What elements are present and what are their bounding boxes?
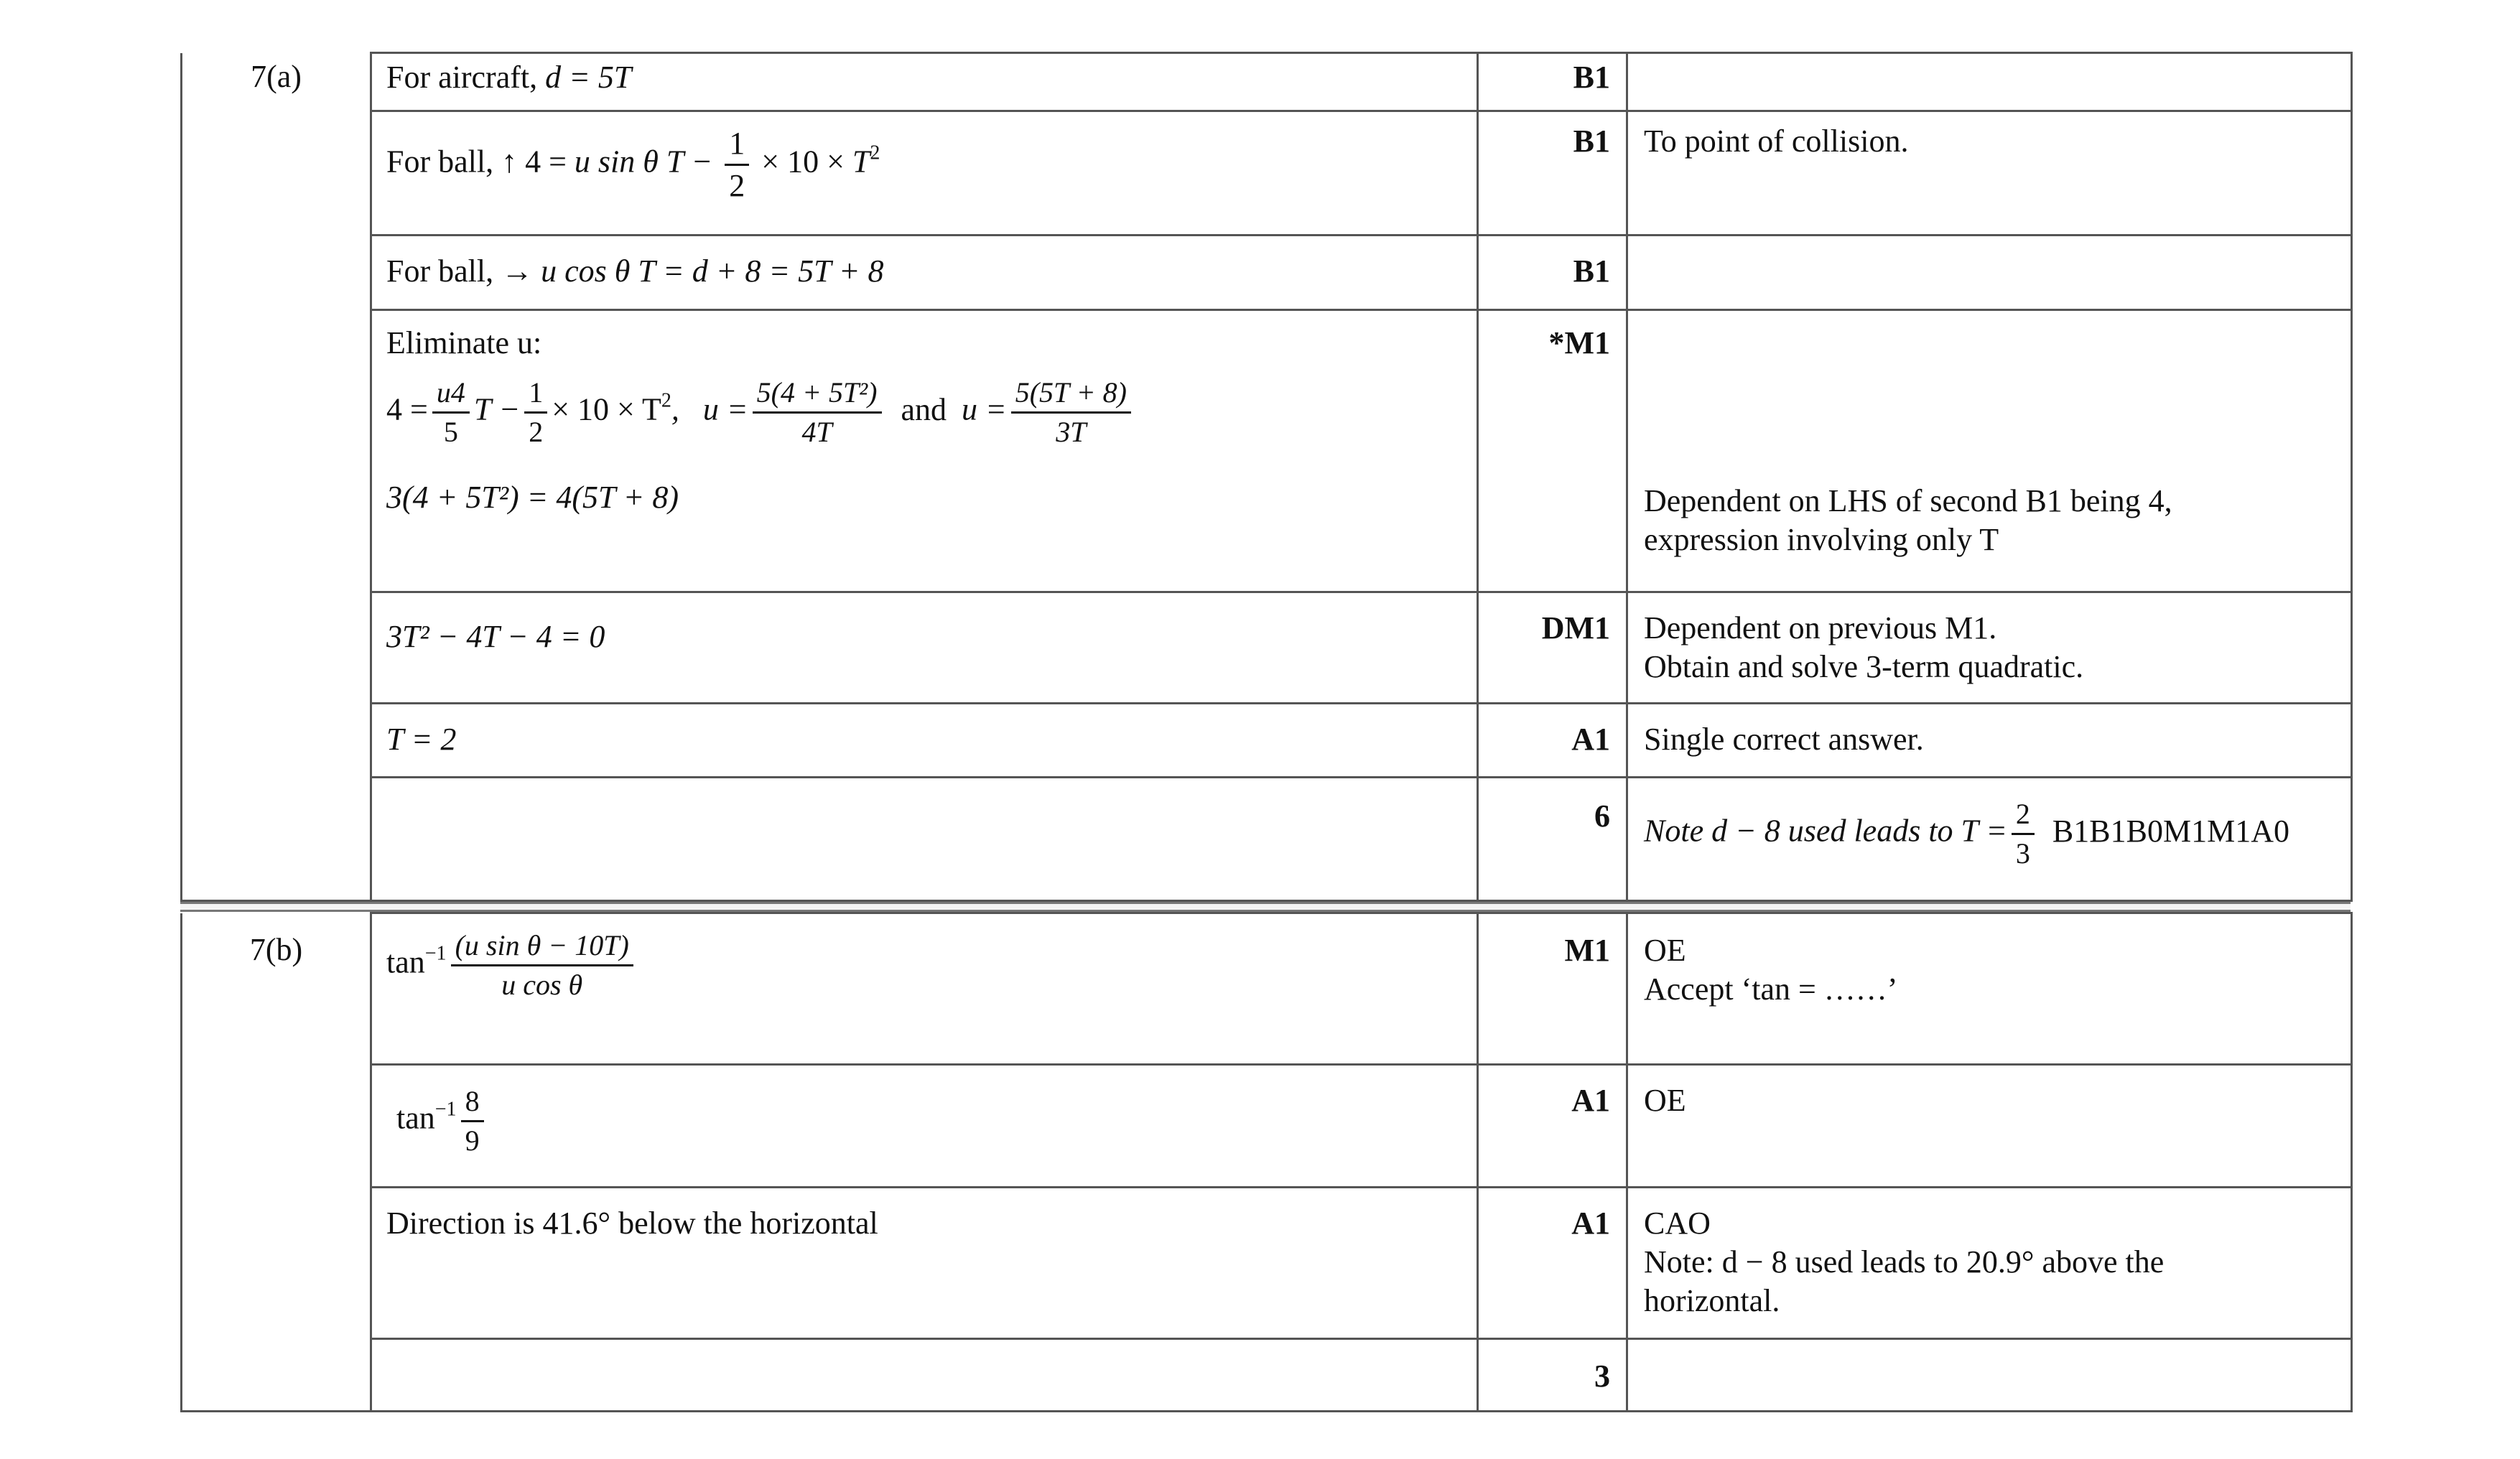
mark-cell: DM1 (1478, 592, 1627, 704)
guidance-cell: Single correct answer. (1627, 704, 2352, 778)
fraction-numerator: u4 (432, 378, 470, 414)
answer-cell (371, 913, 1478, 1065)
answer-text: Eliminate u: (386, 325, 542, 360)
answer-math: × 10 × (753, 144, 852, 180)
fraction-denominator: 4T (801, 416, 832, 448)
mark-cell: B1 (1478, 111, 1627, 236)
guidance-text: B1B1B0M1M1A0 (2052, 813, 2289, 849)
guidance-cell (1627, 1188, 2352, 1339)
guidance-cell (1627, 778, 2352, 901)
guidance-text: Dependent on LHS of second B1 being 4, (1644, 483, 2172, 518)
mark-scheme-table-7b (180, 912, 2353, 1412)
question-number: 7(a) (182, 53, 371, 901)
fraction-numerator: 8 (461, 1087, 484, 1122)
table-row (182, 704, 2352, 778)
table-row (182, 1188, 2352, 1339)
answer-math: tan (396, 1100, 435, 1136)
exponent: −1 (424, 942, 447, 965)
guidance-cell (1627, 913, 2352, 1065)
fraction (725, 128, 749, 202)
table-row (182, 1065, 2352, 1188)
table-row (182, 778, 2352, 901)
guidance-text: Obtain and solve 3-term quadratic. (1644, 649, 2084, 684)
fraction-numerator: 5(5T + 8) (1011, 378, 1131, 414)
table-row (182, 111, 2352, 236)
fraction (524, 378, 547, 447)
guidance-cell (1627, 236, 2352, 310)
answer-math: 4 = (386, 391, 428, 427)
fraction-numerator: 5(4 + 5T²) (753, 378, 882, 414)
mark-cell: A1 (1478, 1188, 1627, 1339)
fraction (461, 1087, 484, 1155)
mark-scheme-table-7a (180, 52, 2353, 902)
answer-math: × 10 × T (552, 391, 661, 427)
exponent: −1 (434, 1098, 457, 1121)
guidance-text: expression involving only T (1644, 522, 1999, 557)
answer-text: For aircraft, (386, 60, 546, 95)
table-row (182, 592, 2352, 704)
guidance-cell (1627, 592, 2352, 704)
answer-math: , u = (671, 391, 748, 427)
mark-cell: A1 (1478, 1065, 1627, 1188)
mark-total: 6 (1478, 778, 1627, 901)
fraction-denominator: 2 (729, 168, 745, 203)
answer-math: T − (473, 391, 521, 427)
fraction-denominator: 3T (1056, 416, 1087, 448)
answer-cell: 3T² − 4T − 4 = 0 (371, 592, 1478, 704)
answer-text: For ball, ↑ 4 = (386, 144, 575, 180)
section-separator (180, 902, 2351, 912)
answer-math: u = (962, 391, 1007, 427)
guidance-cell: OE (1627, 1065, 2352, 1188)
fraction-numerator: 2 (2012, 800, 2035, 835)
answer-cell: Direction is 41.6° below the horizontal (371, 1188, 1478, 1339)
table-row (182, 236, 2352, 310)
answer-cell (371, 236, 1478, 310)
table-row (182, 53, 2352, 111)
fraction (753, 378, 882, 447)
question-number: 7(b) (182, 913, 371, 1412)
answer-cell (371, 778, 1478, 901)
fraction (2012, 800, 2035, 868)
fraction-denominator: 3 (2015, 837, 2030, 870)
mark-cell: *M1 (1478, 310, 1627, 592)
answer-text: For ball, → (386, 253, 541, 289)
answer-cell (371, 53, 1478, 111)
mark-cell: B1 (1478, 236, 1627, 310)
guidance-cell (1627, 53, 2352, 111)
table-row (182, 913, 2352, 1065)
table-row (182, 310, 2352, 592)
fraction-denominator: 9 (465, 1124, 480, 1157)
exponent: 2 (661, 389, 671, 412)
guidance-cell (1627, 1339, 2352, 1412)
answer-math: d = 5T (545, 60, 632, 95)
mark-total: 3 (1478, 1339, 1627, 1412)
guidance-text: Note d − 8 used leads to T = (1644, 813, 2007, 849)
exponent: 2 (870, 141, 880, 164)
guidance-text: Dependent on previous M1. (1644, 610, 1997, 645)
answer-cell (371, 1339, 1478, 1412)
answer-math: tan (386, 944, 425, 980)
fraction-denominator: u cos θ (501, 969, 583, 1001)
mark-cell: A1 (1478, 704, 1627, 778)
guidance-text: OE (1644, 933, 1686, 968)
fraction (451, 931, 633, 999)
fraction-numerator: 1 (725, 128, 749, 166)
answer-cell (371, 1065, 1478, 1188)
fraction (432, 378, 470, 447)
mark-cell: M1 (1478, 913, 1627, 1065)
guidance-text: Note: d − 8 used leads to 20.9° above the (1644, 1244, 2165, 1279)
guidance-text: Accept ‘tan = ……’ (1644, 971, 1898, 1007)
answer-math: 3(4 + 5T²) = 4(5T + 8) (386, 480, 679, 515)
guidance-text: CAO (1644, 1206, 1711, 1241)
elimination-equations (386, 378, 1462, 447)
mark-cell: B1 (1478, 53, 1627, 111)
answer-math: u sin θ T − (574, 144, 721, 180)
fraction (1011, 378, 1131, 447)
answer-math: u cos θ T = d + 8 = 5T + 8 (541, 253, 884, 289)
answer-cell (371, 310, 1478, 592)
table-row (182, 1339, 2352, 1412)
answer-cell: T = 2 (371, 704, 1478, 778)
answer-text: and (901, 391, 947, 427)
fraction-denominator: 2 (529, 416, 544, 448)
fraction-numerator: (u sin θ − 10T) (451, 931, 633, 966)
guidance-cell: To point of collision. (1627, 111, 2352, 236)
fraction-denominator: 5 (443, 416, 458, 448)
answer-math: T (852, 144, 870, 180)
guidance-cell (1627, 310, 2352, 592)
answer-cell (371, 111, 1478, 236)
fraction-numerator: 1 (524, 378, 547, 414)
guidance-text: horizontal. (1644, 1283, 1780, 1318)
